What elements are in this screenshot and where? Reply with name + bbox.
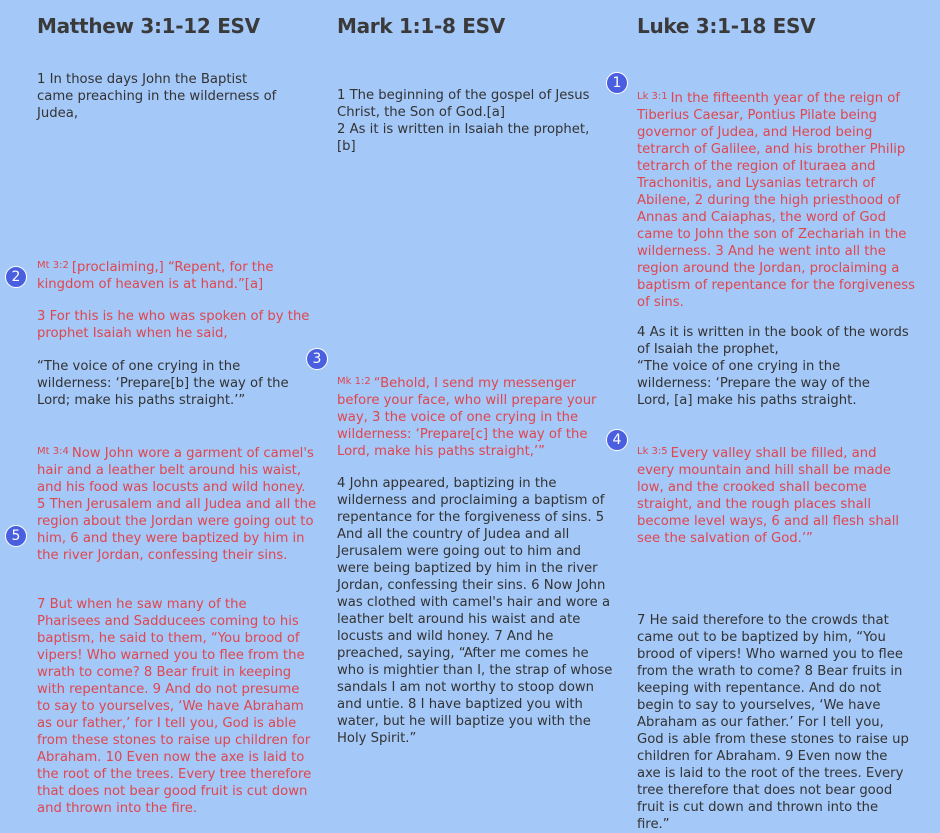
matthew-verse-2-text: [proclaiming,] “Repent, for the kingdom of heaven is at hand.”[a] <box>37 260 274 292</box>
mark-verse-2-quote <box>337 373 599 460</box>
matthew-verse-3: 3 For this is he who was spoken of by the prophet Isaiah when he said, <box>37 309 310 341</box>
luke-verse-4: 4 As it is written in the book of the words of Isaiah the prophet, <box>637 325 909 357</box>
matthew-verse-4-ref: Mt 3:4 <box>37 446 69 457</box>
matthew-verse-4-6 <box>37 443 317 564</box>
passage-marker-4[interactable]: 4 <box>606 429 628 451</box>
mark-verse-2-quote-text: “Behold, I send my messenger before your face, who will prepare your way, 3 the voice of one crying in the wilderness: ‘Prepare[c] the way of the Lord, make his paths straight,’” <box>337 376 597 459</box>
luke-verse-1-3-text: In the fifteenth year of the reign of Tiberius Caesar, Pontius Pilate being governor of Judea, and Herod being tetrarch of Galilee, and his brother Philip tetrarch of the region of Ituraea and Trachonitis, and Lysanias tetrarch of Abilene, 2 during the high priesthood of Annas and Caiaphas, the word of God came to John the son of Zechariah in the wilderness. 3 And he went into all the region around the Jordan, proclaiming a baptism of repentance for the forgiveness of sins. <box>637 91 915 310</box>
matthew-title: Matthew 3:1-12 ESV <box>37 14 260 38</box>
luke-verse-5-6-text: Every valley shall be filled, and every mountain and hill shall be made low, and the crooked shall become straight, and the rough places shall become level ways, 6 and all flesh shall see the salvation of God.’” <box>637 446 900 546</box>
luke-verse-7-9: 7 He said therefore to the crowds that came out to be baptized by him, “You brood of vipers! Who warned you to flee from the wrath to come? 8 Bear fruits in keeping with repentance. And do not begin to say to yourselves, ‘We have Abraham as our father.’ For I tell you, God is able from these stones to raise up children for Abraham. 9 Even now the axe is laid to the root of the trees. Every tree therefore that does not bear good fruit is cut down and thrown into the fire.” <box>637 613 909 832</box>
luke-verse-1-3 <box>637 88 915 311</box>
matthew-verse-1: 1 In those days John the Baptist came preaching in the wilderness of Judea, <box>37 72 277 121</box>
mark-title: Mark 1:1-8 ESV <box>337 14 505 38</box>
matthew-verse-7-10: 7 But when he saw many of the Pharisees and Sadducees coming to his baptism, he said to them, “You brood of vipers! Who warned you to flee from the wrath to come? 8 Bear fruit in keeping with repentance. 9 And do not presume to say to yourselves, ‘We have Abraham as our father,’ for I tell you, God is able from these stones to raise up children for Abraham. 10 Even now the axe is laid to the root of the trees. Every tree therefore that does not bear good fruit is cut down and thrown into the fire. <box>37 597 312 816</box>
luke-verse-4-quote: “The voice of one crying in the wilderness: ‘Prepare the way of the Lord, [a] make his paths straight. <box>637 359 870 408</box>
luke-verse-5-ref: Lk 3:5 <box>637 446 668 457</box>
mark-verse-2: 2 As it is written in Isaiah the prophet,[b] <box>337 122 590 154</box>
luke-verse-5-6 <box>637 443 917 547</box>
matthew-verse-2-ref: Mt 3:2 <box>37 260 69 271</box>
mark-verse-2-ref: Mk 1:2 <box>337 376 371 387</box>
mark-verse-1: 1 The beginning of the gospel of Jesus Christ, the Son of God.[a] <box>337 88 590 120</box>
matthew-verse-3-quote: “The voice of one crying in the wilderness: ‘Prepare[b] the way of the Lord; make his paths straight.’” <box>37 359 289 408</box>
passage-marker-1[interactable]: 1 <box>606 72 628 94</box>
passage-marker-3[interactable]: 3 <box>306 348 328 370</box>
matthew-verse-2 <box>37 257 287 293</box>
luke-title: Luke 3:1-18 ESV <box>637 14 816 38</box>
matthew-verse-4-6-text: Now John wore a garment of camel's hair and a leather belt around his waist, and his food was locusts and wild honey. 5 Then Jerusalem and all Judea and all the region about the Jordan were going out to him, 6 and they were baptized by him in the river Jordan, confessing their sins. <box>37 446 317 563</box>
passage-marker-2[interactable]: 2 <box>5 266 27 288</box>
mark-verse-4-8: 4 John appeared, baptizing in the wilderness and proclaiming a baptism of repentance for the forgiveness of sins. 5 And all the country of Judea and all Jerusalem were going out to him and were being baptized by him in the river Jordan, confessing their sins. 6 Now John was clothed with camel's hair and wore a leather belt around his waist and ate locusts and wild honey. 7 And he preached, saying, “After me comes he who is mightier than I, the strap of whose sandals I am not worthy to stoop down and untie. 8 I have baptized you with water, but he will baptize you with the Holy Spirit.” <box>337 476 613 746</box>
luke-verse-1-ref: Lk 3:1 <box>637 91 668 102</box>
passage-marker-5[interactable]: 5 <box>5 525 27 547</box>
